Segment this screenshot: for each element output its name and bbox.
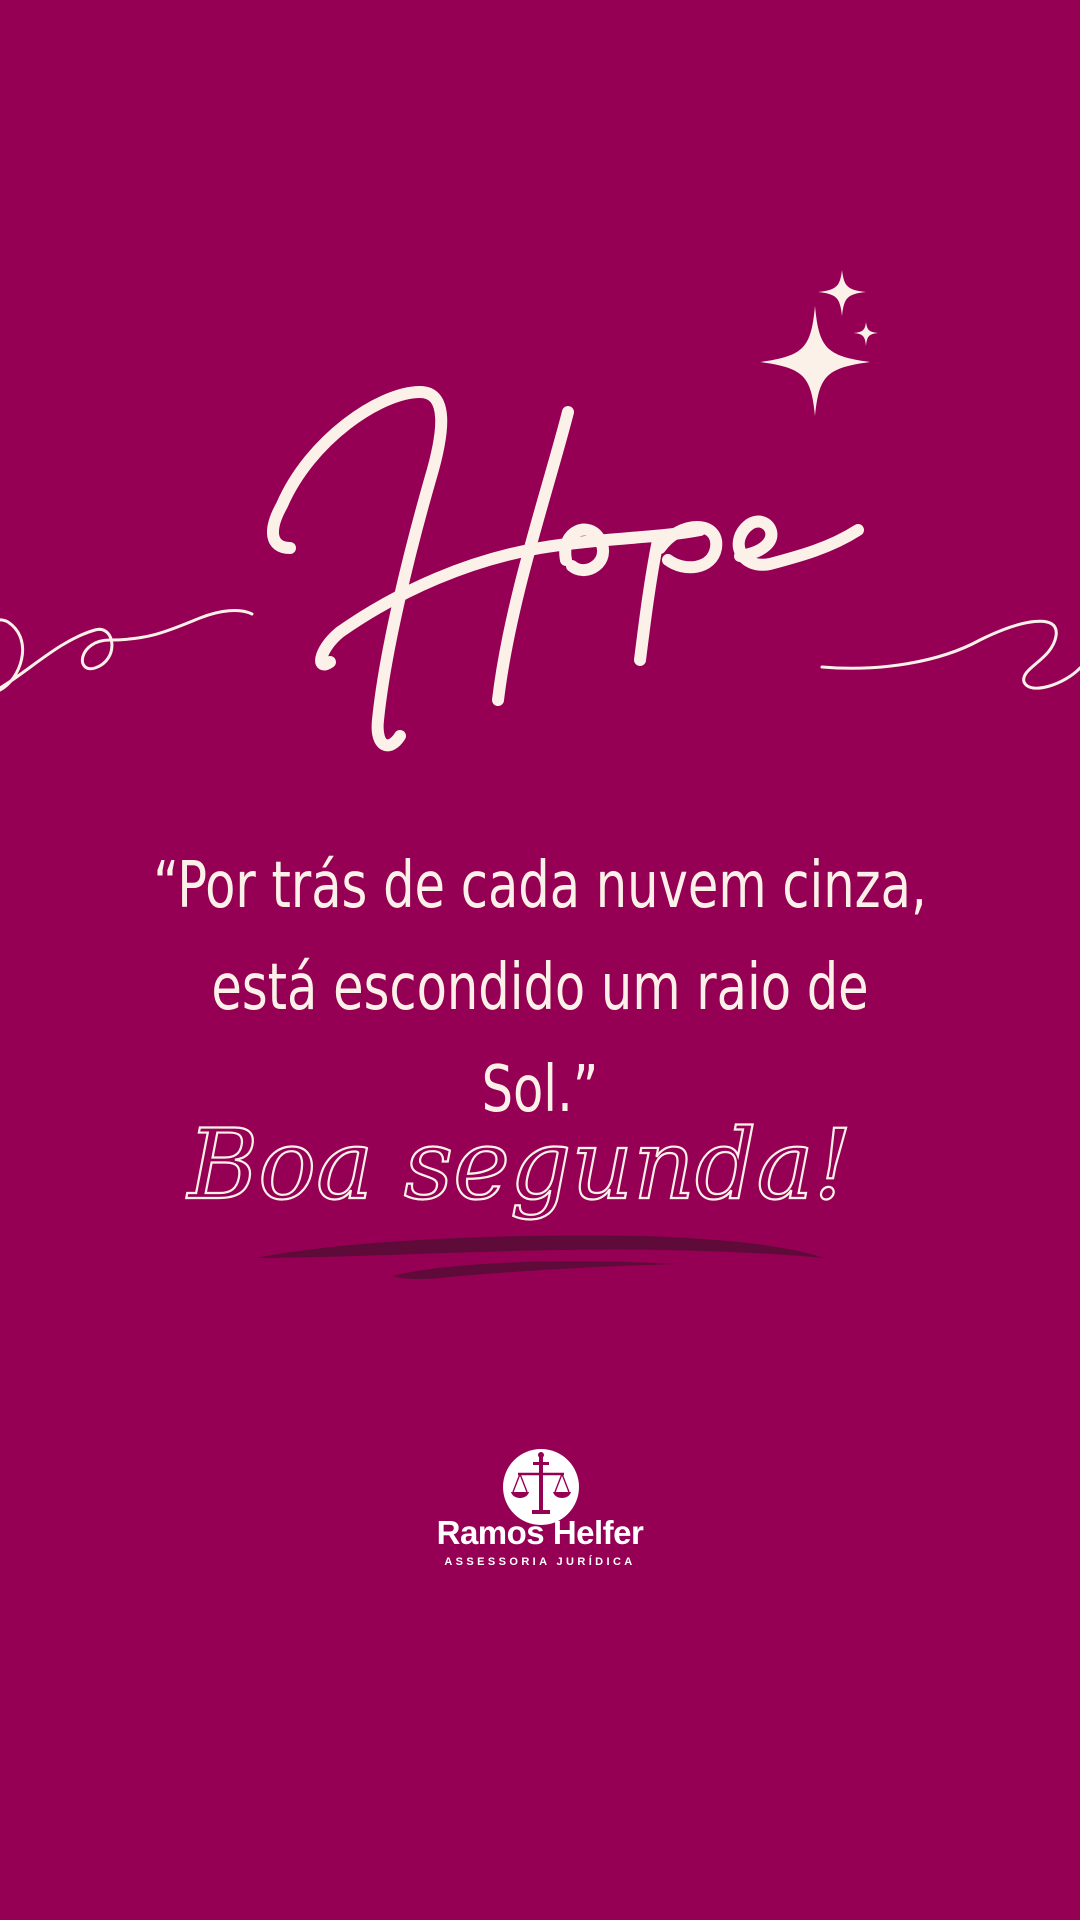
greeting-label: Boa segunda! [187,1109,853,1221]
greeting-text [0,1070,1080,1290]
quote-text: “Por trás de cada nuvem cinza, está escondido um raio de Sol.” [153,849,927,1127]
brand-name: Ramos Helfer [436,1514,644,1551]
brand-logo [430,1440,650,1580]
hope-title [0,350,1080,770]
brand-tagline: ASSESSORIA JURÍDICA [444,1556,636,1568]
